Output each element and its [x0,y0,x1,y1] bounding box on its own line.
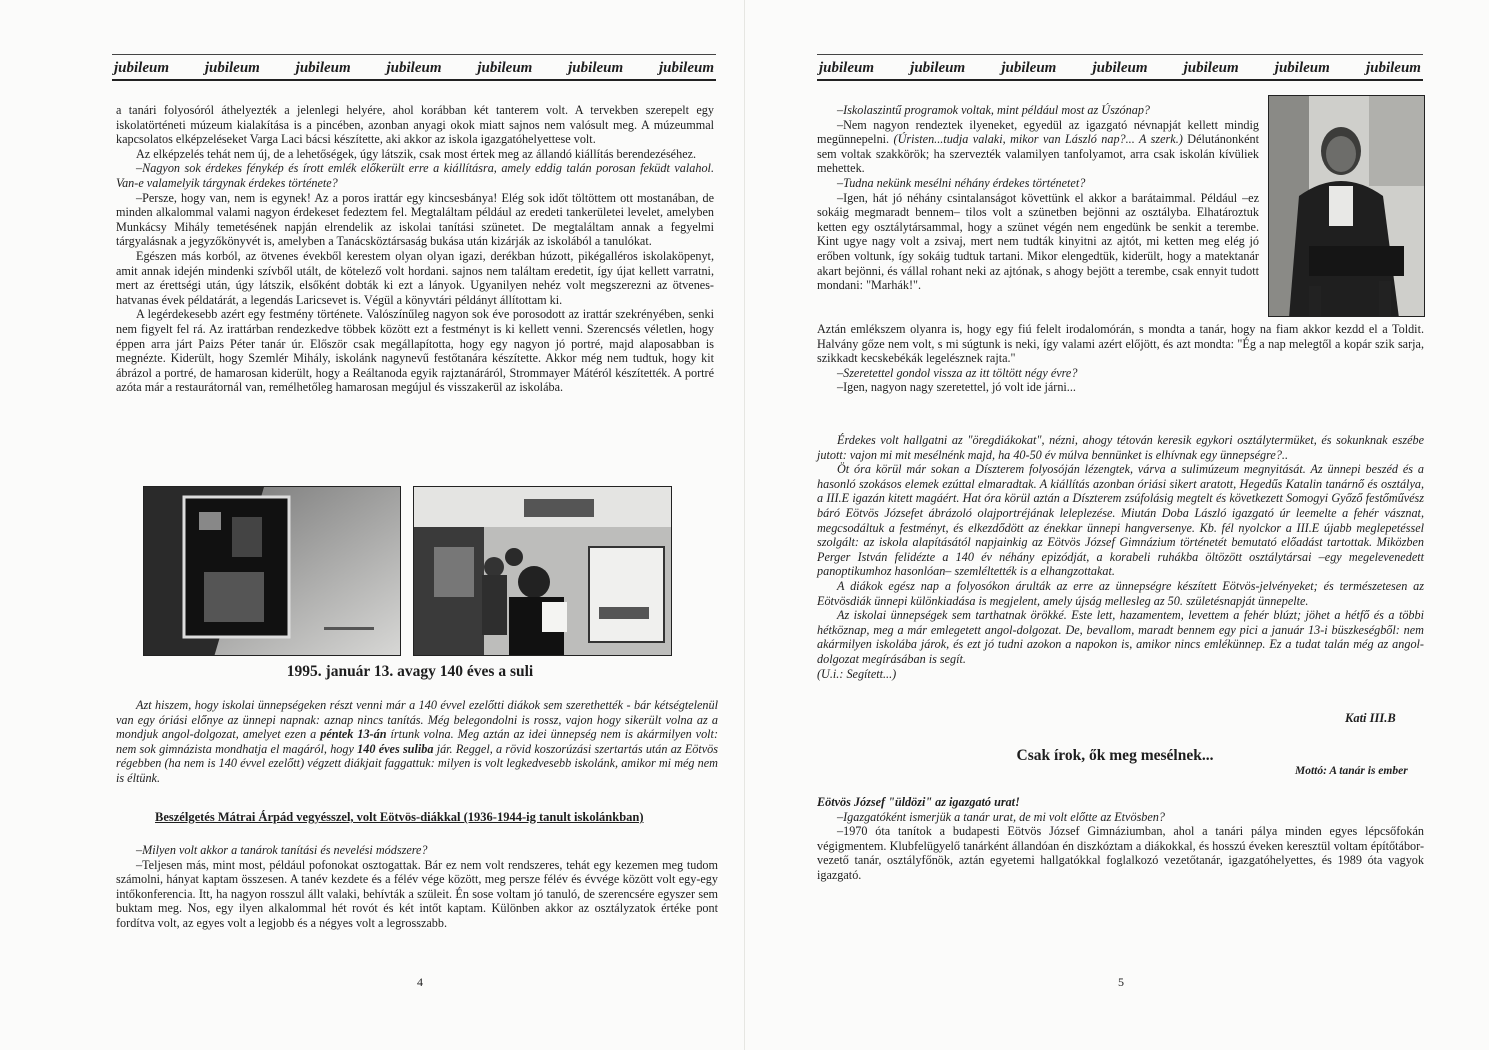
left-top-text [116,103,714,395]
masthead-word: jubileum [1183,60,1239,76]
paragraph: –Persze, hogy van, nem is egynek! Az a poros irattár egy kincsesbánya! Elég sok időt töltöttem ott mostanában, de minden alkalommal valami nagyon érdekeset fedeztem fel. Megtaláltam például az eredeti tankerületei levelet, amelyben Munkácsy Mihály temetésének napján elrendelik az iskolai tanítási szünetet. De megtaláltam annak a fegyelmi tárgyalásnak a jegyzőkönyvét is, amelyben a Tanácsköztársaság bukása után kizárják az iskolából a tanulókat. [116,190,714,249]
interview-answer: Aztán emlékszem olyanra is, hogy egy fiú felelt irodalomórán, s mondta a tanár, hogy na fiam akkor kezdd el a Toldit. Halvány gőze nem volt, s mi súgtunk is neki, így valami azért előjött, és azt mondta: "Ég a nap melegtől a kopár szik sarja, szikkadt kecskebékák legelésznek rajta." [817,322,1424,366]
masthead-word: jubileum [204,60,260,76]
paragraph: a tanári folyosóról áthelyezték a jelenlegi helyére, ahol korábban két tanterem volt. A tervekben szerepelt egy iskolatörténeti múzeum kialakítása is a pincében, azonban anyagi okok miatt sajnos nem valósult meg. A múzeummal kapcsolatos elképzeléseket Varga Laci bácsi készítette, aki akkor az iskola igazgatóhelyettese volt. [116,103,714,147]
interview-answer: –Igen, hát jó néhány csintalanságot követtünk el akkor a barátaimmal. Például –ez sokáig megmaradt bennem– tilos volt a szünetben bejönni az osztályba. Elhatároztuk ketten egy osztálytársammal, hogy a szünet végén nem engedünk be senkit a terembe. Kint ugye nagy volt a zsivaj, mert nem tudták kinyitni az ajtót, mi ketten meg elég jó erőben voltunk, így sokáig tudtuk tartani. Mikor elengedtük, kiderült, hogy a matektanár akart bejönni, és vállal rohant neki az ajtónak, s ahogy bejött a terembe, csak ennyit tudott mondani: "Marhák!". [817,190,1259,293]
masthead-right [817,60,1423,81]
essay-paragraph: Érdekes volt hallgatni az "öregdiákokat", nézni, ahogy tétován keresik egykori osztálytermüket, és sokunknak eszébe jutott: vajon mi mit mesélnénk majd, ha 40-50 év múlva bennünket is elhívnak egy ünnepségre?.. [817,433,1424,462]
paragraph: Az elképzelés tehát nem új, de a lehetőségek, úgy látszik, csak most értek meg az állandó kiállítás berendezéséhez. [136,146,697,161]
masthead-word: jubileum [658,60,714,76]
paragraph: Egészen más korból, az ötvenes évekből kerestem olyan olyan igazi, derékban húzott, pikégalléros iskolaköpenyt, amit annak idején mindenki szívből utált, de kötelező volt hordani. sajnos nem találtam eredetit, így újat kellett varratni, mert az érettségi után, úgy látszik, elsőként dobták ki ezt a lányok. Ugyanilyen nehéz volt megszerezni az ötvenes-hatvanas évek példatárát, a legendás Laricsevet is. Végül a könyvtári példányt állítottam ki. [116,248,714,307]
masthead-left [112,60,716,81]
photo-exhibition-wall [143,486,401,656]
essay-text [817,433,1424,681]
page-right [745,0,1489,1050]
article-text: jár. Reggel, a rövid koszorúzási szertartás után az Eötvös régebben (ha nem is 140 évvel ezelőtt) végzett diákjait faggattuk: milyen is volt legkedvesebb iskolánk, amikor mi még nem is éltünk. [116,741,719,785]
masthead-word: jubileum [1365,60,1421,76]
interview-question: –Iskolaszintű programok voltak, mint például most az Úszónap? [837,103,1151,117]
page-number: 4 [417,975,423,989]
article2-motto: Mottó: A tanár is ember [1295,765,1408,777]
editor-note: (Úristen...tudja valaki, mikor van László nap?... A szerk.) [893,132,1183,147]
interview-question: –Szeretettel gondol vissza az itt töltött négy évre? [837,365,1078,380]
postscript: (U.i.: Segített...) [817,666,897,681]
masthead-word: jubileum [1092,60,1148,76]
interview-answer: –Igen, nagyon nagy szeretettel, jó volt ide járni... [837,380,1076,395]
interview-answer: –Teljesen más, mint most, például pofonokat osztogattak. Bár ez nem volt rendszeres, tehát egy kezemen meg tudom számolni, hányat kaptam összesen. A tanév kezdete és a félév vége között, meg persze félév és évvége között volt egy-egy intőkonferencia. Itt, ha nagyon rosszul állt valaki, behívták a szüleit. Én sose voltam jó tanuló, de szerencsére egyszer sem buktam meg. Nos, egy ilyen alkalommal hét rovót és két intőt kaptam. Különben akkor az osztályzatok értéke pont fordítva volt, az egyes volt a legjobb és a négyes volt a legrosszabb. [116,857,718,930]
interview-answer: –Nem nagyon rendeztek ilyeneket, egyedül az igazgató névnapját kellett mindig megünnepelni. [817,117,1259,147]
interview-text [116,843,718,931]
article-intro [116,698,718,786]
masthead-word: jubileum [819,60,875,76]
masthead-word: jubileum [568,60,624,76]
interview-question: –Tudna nekünk mesélni néhány érdekes történetet? [837,175,1086,190]
essay-paragraph: A diákok egész nap a folyosókon árulták az erre az ünnepségre készített Eötvös-jelvényeket; és természetesen az Eötvösdiák ünnepi különkiadása is megjelent, amely újság mellesleg az 50. születésnapját ünnepelte. [817,578,1424,608]
masthead-word: jubileum [910,60,966,76]
masthead-word: jubileum [114,60,170,76]
article-emphasis: 140 éves suliba [357,741,434,756]
photo-visitors-corridor-image [414,487,672,656]
question: –Nagyon sok érdekes fénykép és írott emlék előkerült erre a kiállításra, amely eddig talán porosan feküdt valahol. Van-e valamelyik tárgynak érdekes története? [116,161,714,190]
photo-visitors-corridor [413,486,672,656]
masthead-word: jubileum [477,60,533,76]
masthead-word: jubileum [386,60,442,76]
article-text: Azt hiszem, hogy iskolai ünnepségeken részt venni már a 140 évvel ezelőtti diákok sem szerethették - bár kétségtelenül van egy óriási előnye az ünnepi napnak: aznap nincs tanítás. Még belegondolni is rossz, vajon hogy sikerült volna az a mondjuk angol-dolgozat, amelyet ezen a [116,698,718,742]
interview-question: –Milyen volt akkor a tanárok tanítási és nevelési módszere? [136,843,428,857]
masthead-word: jubileum [1001,60,1057,76]
right-top-text-narrow [817,103,1259,293]
essay-paragraph: Öt óra körül már sokan a Díszterem folyosóján lézengtek, várva a sulimúzeum megnyitását. Az ünnepi beszéd és a hasonló szokásos elemek ezúttal elmaradtak. A kiállítás azonban óriási sikert aratott, Hegedűs Katalin tanárnő és osztálya, a III.E igazán kitett magáért. Hat óra körül aztán a Díszterem zsúfolásig megtelt és következett Somogyi Győző festőművész báró Eötvös Józsefet ábrázoló olajportréjának leleplezése. Miután Doba László igazgató úr leemelte a fehér vásznat, megcsodáltuk a festményt, és elkezdődött az énekkar ünnepi hangversenye. Kb. fél nyolckor a III.E újabb meglepetéssel szolgált: az iskola alapításától napjainkig az Eötvös József Gimnázium történetét bemutató előadást tartottak. Miközben Perger István felidézte a 140 év néhány epizódját, a korabeli ruhákba öltözött osztálytársai –egy megelevenedett panoptikumhoz hasonlóan– szemléltették is a elhangzottakat. [817,462,1424,579]
interview-answer: –1970 óta tanítok a budapesti Eötvös József Gimnáziumban, ahol a tanári pálya minden egyes lépcsőfokán végigmentem. Klubfelügyelő tanárként állandóan én diszkóztam a diákokkal, és hosszú éveken keresztül voltam építőtábor-vezető tanár, osztályfőnök, aztán egyetemi hallgatókkal foglalkozó vezetőtanár, igazgatóhelyettes, és 1989 óta vagyok igazgató. [817,824,1424,882]
article-title: 1995. január 13. avagy 140 éves a suli [286,663,534,680]
article-text: írtunk volna. Meg aztán az idei ünnepség nem is akármilyen volt: nem sok gimnázista mondhatja el magáról, hogy [116,727,718,756]
interview-answer: Délutánonként sem voltak szakkörök; ha szervezték valamilyen tanfolyamot, arra csak iskolán kívüliek mehettek. [817,132,1260,176]
page-number: 5 [1118,975,1124,989]
article2-text [817,795,1424,883]
masthead-word: jubileum [1274,60,1330,76]
masthead-word: jubileum [295,60,351,76]
right-top-text-wide [817,322,1424,395]
essay-paragraph: Az iskolai ünnepségek sem tarthatnak örökké. Este lett, hazamentem, levettem a fehér blúzt; jöhet a hétfő és a többi hétköznap, meg a már emlegetett angol-dolgozat. De, bevallom, maradt bennem egy pici a január 13-i büszkeségből: nem akármilyen iskolába járok, és ezt jó tudni azokon a napokon is, amikor nincs emlékünnep. Ez a tudat talán még az angol-dolgozat megírásában is segít. [817,608,1424,666]
photo-portrait-image [1269,96,1425,317]
paragraph: A legérdekesebb azért egy festmény története. Valószínűleg nagyon sok éve porosodott az irattár szekrényében, senki nem figyelt fel rá. Az irattárban rendezkedve többek között ezt a festményt is ki kellett venni. Szerencsés véletlen, hogy éppen arra járt Paizs Péter tanár úr. Először csak megállapította, hogy egy nagyon jó portré, majd alaposabban is megnézte. Kiderült, hogy Szemlér Mihály, iskolánk nagynevű festőtanára készítette. Akkor még nem tudtuk, hogy kit ábrázol a portré, de hamarosan kiderült, hogy a Reáltanoda egyik rajztanáráról, Strommayer Mátéról készítették. A portré azóta már a restaurátornál van, remélhetőleg hamarosan megújul és visszakerül az iskolába. [116,307,714,395]
interview-question: –Igazgatóként ismerjük a tanár urat, de mi volt előtte az Etvösben? [837,809,1165,824]
photo-portrait [1268,95,1425,317]
photo-exhibition-wall-image [144,487,401,656]
signature: Kati III.B [1345,711,1396,725]
article2-title: Csak írok, ők meg mesélnek... [1016,747,1214,764]
article2-lead: Eötvös József "üldözi" az igazgató urat! [817,795,1020,809]
interview-title: Beszélgetés Mátrai Árpád vegyésszel, volt Eötvös-diákkal (1936-1944-ig tanult iskolánkban) [155,810,644,824]
article-emphasis: péntek 13-án [320,727,387,742]
